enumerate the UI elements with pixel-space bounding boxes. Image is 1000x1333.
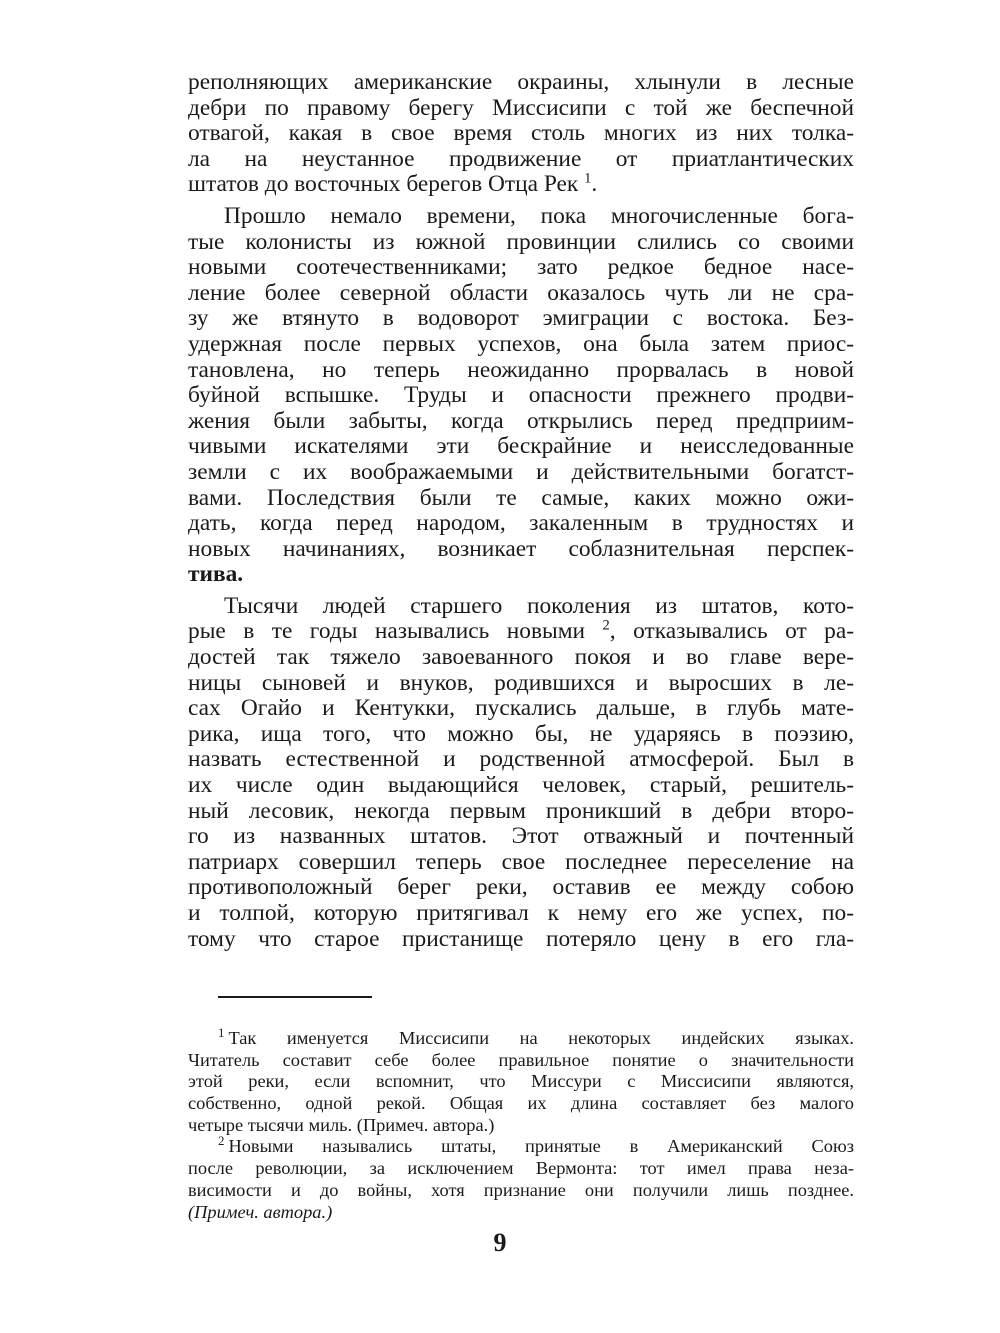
text-line: ный лесовик, некогда первым проникший в дебри второ-: [188, 797, 854, 824]
text-line: реполняющих американские окраины, хлынули в лесные: [188, 69, 854, 95]
text-line: новыми соотечественниками; зато редкое бедное насе-: [188, 254, 854, 281]
punctuation: .: [591, 171, 598, 198]
footnote-line: четыре тысячи миль. (Примеч. автора.): [188, 1114, 495, 1135]
page-number: 9: [493, 1228, 507, 1257]
footnote-ref: 1: [584, 170, 592, 187]
text-line: тому что старое пристанище потеряло цену в его гла-: [188, 925, 854, 952]
text-line: [188, 619, 854, 645]
footnote-line: (Примеч. автора.): [188, 1201, 333, 1222]
footnote-line: [188, 1136, 854, 1158]
text-line: их числе один выдающийся человек, старый, решитель-: [188, 772, 854, 799]
text-line: жения были забыты, когда открылись перед предприим-: [188, 407, 854, 434]
text-line: земли с их воображаемыми и действительными богатст-: [188, 458, 854, 485]
text-line: отвагой, какая в свое время столь многих из них толка-: [188, 120, 854, 147]
text-line: удержная после первых успехов, она была затем приос-: [188, 330, 854, 357]
text-line: сах Огайо и Кентукки, пускались дальше, в глубь мате-: [188, 695, 854, 722]
text-line: Прошло немало времени, пока многочисленные бога-: [224, 202, 854, 229]
text-line: тановлена, но теперь неожиданно прорвалась в новой: [188, 356, 854, 383]
text-line: и толпой, которую притягивал к нему его же успех, по-: [188, 900, 854, 926]
text-line-content: , отказывались от ра-: [609, 618, 854, 645]
text-line: новых начинаниях, возникает соблазнительная перспек-: [188, 535, 854, 562]
text-line-content: штатов до восточных берегов Отца Рек: [188, 171, 579, 198]
text-line: тива.: [188, 561, 244, 588]
text-line: зу же втянуто в водоворот эмиграции с востока. Без-: [188, 305, 854, 332]
text-line: тые колонисты из южной провинции слились со своими: [188, 228, 854, 255]
text-line: [188, 172, 854, 198]
footnote-line: после революции, за исключением Вермонта: тот имел права неза-: [188, 1158, 854, 1179]
text-line: ла на неустанное продвижение от приатлантических: [188, 145, 854, 172]
footnote-mark: 2: [218, 1134, 225, 1149]
text-line: назвать естественной и родственной атмосферой. Был в: [188, 746, 854, 773]
footnotes: [188, 1025, 854, 1223]
text-line: го из названных штатов. Этот отважный и почтенный: [188, 823, 854, 850]
footnote-separator: [218, 996, 372, 998]
text-line: ление более северной области оказалось чуть ли не сра-: [188, 279, 854, 306]
text-line: вами. Последствия были те самые, каких можно ожи-: [188, 484, 854, 511]
footnote-line: собственно, одной рекой. Общая их длина составляет без малого: [188, 1093, 854, 1114]
text-line: ницы сыновей и внуков, родившихся и выросших в ле-: [188, 669, 854, 696]
text-line: противоположный берег реки, оставив ее между собою: [188, 874, 854, 901]
main-text: [188, 70, 854, 952]
footnote-line: висимости и до войны, хотя признание они получили лишь позднее.: [188, 1179, 854, 1200]
text-line: буйной вспышке. Труды и опасности прежнего продви-: [188, 382, 854, 409]
text-line: Тысячи людей старшего поколения из штатов, кото-: [224, 592, 854, 619]
footnote-line: Читатель составит себе более правильное понятие о значительности: [188, 1049, 854, 1070]
footnote-ref: 2: [602, 617, 610, 634]
text-line: рика, ища того, что можно бы, не ударяясь в поэзию,: [188, 720, 854, 747]
footnote-text: Новыми назывались штаты, принятые в Американский Союз: [228, 1136, 854, 1157]
footnote-text: Так именуется Миссисипи на некоторых индейских языках.: [228, 1028, 854, 1048]
text-line: чивыми искателями эти бескрайние и неисследованные: [188, 433, 854, 460]
text-line: достей так тяжело завоеванного покоя и во главе вере-: [188, 644, 854, 671]
text-line-content: рые в те годы назывались новыми: [188, 618, 586, 645]
text-line: патриарх совершил теперь свое последнее переселение на: [188, 848, 854, 875]
footnote-line: этой реки, если вспомнит, что Миссури с Миссисипи являются,: [188, 1071, 854, 1092]
text-line: дать, когда перед народом, закаленным в трудностях и: [188, 510, 854, 537]
footnote-mark: 1: [218, 1025, 225, 1040]
footnote-line: [188, 1025, 854, 1050]
text-line: дебри по правому берегу Миссисипи с той же беспечной: [188, 94, 854, 121]
